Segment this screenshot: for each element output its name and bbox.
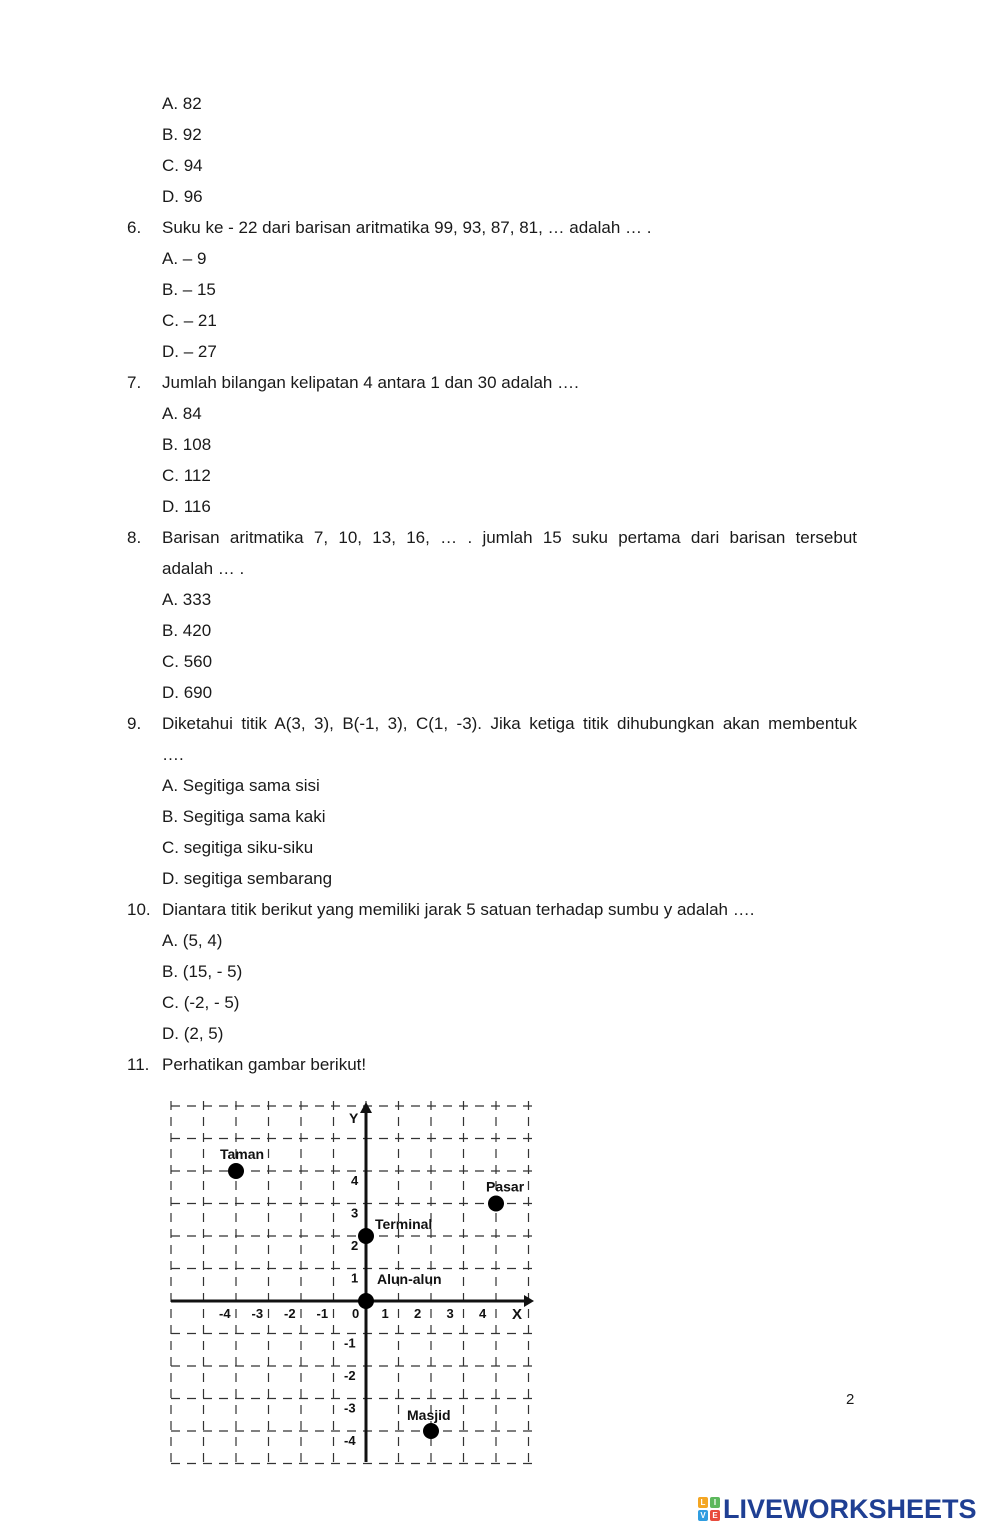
answer-option: D. 116	[162, 497, 211, 516]
question-text: Perhatikan gambar berikut!	[162, 1055, 367, 1074]
answer-option: B. 108	[162, 435, 212, 454]
answer-option: C. segitiga siku-siku	[162, 838, 314, 857]
location-point	[423, 1423, 439, 1439]
location-label: Terminal	[375, 1216, 433, 1232]
x-tick-label: -1	[316, 1306, 329, 1321]
x-tick-label: 3	[446, 1306, 454, 1321]
page-number: 2	[846, 1391, 855, 1408]
logo-letter: E	[710, 1510, 720, 1521]
question-text-continued: adalah … .	[162, 559, 245, 578]
y-tick-label: -3	[344, 1400, 356, 1416]
question-number: 10.	[127, 900, 151, 919]
x-tick-label: -4	[219, 1306, 231, 1321]
location-point	[488, 1196, 504, 1212]
y-tick-label: -2	[344, 1368, 356, 1383]
logo-letter: I	[710, 1497, 720, 1508]
answer-option: B. 420	[162, 621, 212, 640]
logo-letter: V	[698, 1510, 708, 1521]
answer-option: B. (15, - 5)	[162, 962, 243, 981]
answer-option: A. (5, 4)	[162, 931, 223, 950]
answer-option: A. 82	[162, 94, 202, 113]
location-point	[358, 1293, 374, 1309]
y-tick-label: 1	[351, 1270, 359, 1286]
y-axis-label: Y	[349, 1110, 359, 1126]
x-tick-label: -3	[251, 1306, 264, 1321]
y-tick-label: -1	[344, 1335, 356, 1351]
location-label: Masjid	[407, 1407, 451, 1423]
question-text: Diantara titik berikut yang memiliki jarak 5 satuan terhadap sumbu y adalah ….	[162, 900, 755, 919]
question-number: 11.	[127, 1055, 150, 1074]
answer-option: D. 96	[162, 187, 203, 206]
x-tick-label: 2	[414, 1306, 422, 1321]
answer-option: D. segitiga sembarang	[162, 869, 333, 888]
x-tick-label: 1	[381, 1306, 389, 1321]
coordinate-grid-figure	[166, 1096, 536, 1468]
answer-option: D. (2, 5)	[162, 1024, 224, 1043]
answer-option: D. – 27	[162, 342, 217, 361]
y-tick-label: 2	[351, 1238, 359, 1253]
answer-option: B. 92	[162, 125, 202, 144]
question-text: Barisan aritmatika 7, 10, 13, 16, … . jumlah 15 suku pertama dari barisan tersebut	[162, 528, 857, 547]
answer-option: C. (-2, - 5)	[162, 993, 240, 1012]
answer-option: B. – 15	[162, 280, 216, 299]
question-number: 6.	[127, 218, 142, 237]
answer-option: A. 84	[162, 404, 202, 423]
question-text: Diketahui titik A(3, 3), B(-1, 3), C(1, -3). Jika ketiga titik dihubungkan akan membentuk	[162, 714, 857, 733]
question-text: Suku ke - 22 dari barisan aritmatika 99, 93, 87, 81, … adalah … .	[162, 218, 652, 237]
question-number: 8.	[127, 528, 142, 547]
y-tick-label: 4	[351, 1173, 359, 1188]
logo-letter: L	[698, 1497, 708, 1508]
x-tick-label: -2	[284, 1306, 296, 1321]
location-point	[358, 1228, 374, 1244]
answer-option: A. Segitiga sama sisi	[162, 776, 320, 795]
answer-option: A. – 9	[162, 249, 207, 268]
x-tick-label: 4	[479, 1306, 487, 1321]
answer-option: C. 94	[162, 156, 203, 175]
answer-option: B. Segitiga sama kaki	[162, 807, 326, 826]
question-number: 7.	[127, 373, 142, 392]
answer-option: C. 560	[162, 652, 213, 671]
y-tick-label: 3	[351, 1205, 359, 1221]
liveworksheets-footer	[698, 1494, 977, 1524]
location-label: Pasar	[486, 1178, 525, 1195]
brand-name: LIVEWORKSHEETS	[723, 1493, 977, 1524]
answer-option: D. 690	[162, 683, 213, 702]
liveworksheets-logo-icon	[698, 1497, 720, 1521]
y-tick-label: -4	[344, 1433, 356, 1448]
answer-option: C. – 21	[162, 311, 217, 330]
y-axis-arrow-icon	[360, 1102, 372, 1113]
answer-option: C. 112	[162, 466, 211, 485]
location-label: Alun-alun	[377, 1271, 442, 1287]
location-point	[228, 1163, 244, 1179]
x-axis-label: X	[512, 1306, 523, 1323]
question-text: Jumlah bilangan kelipatan 4 antara 1 dan 30 adalah ….	[162, 373, 579, 392]
x-tick-label: 0	[352, 1306, 360, 1321]
answer-option: A. 333	[162, 590, 212, 609]
question-text-continued: ….	[162, 745, 184, 764]
question-number: 9.	[127, 714, 142, 733]
location-label: Taman	[220, 1146, 265, 1162]
